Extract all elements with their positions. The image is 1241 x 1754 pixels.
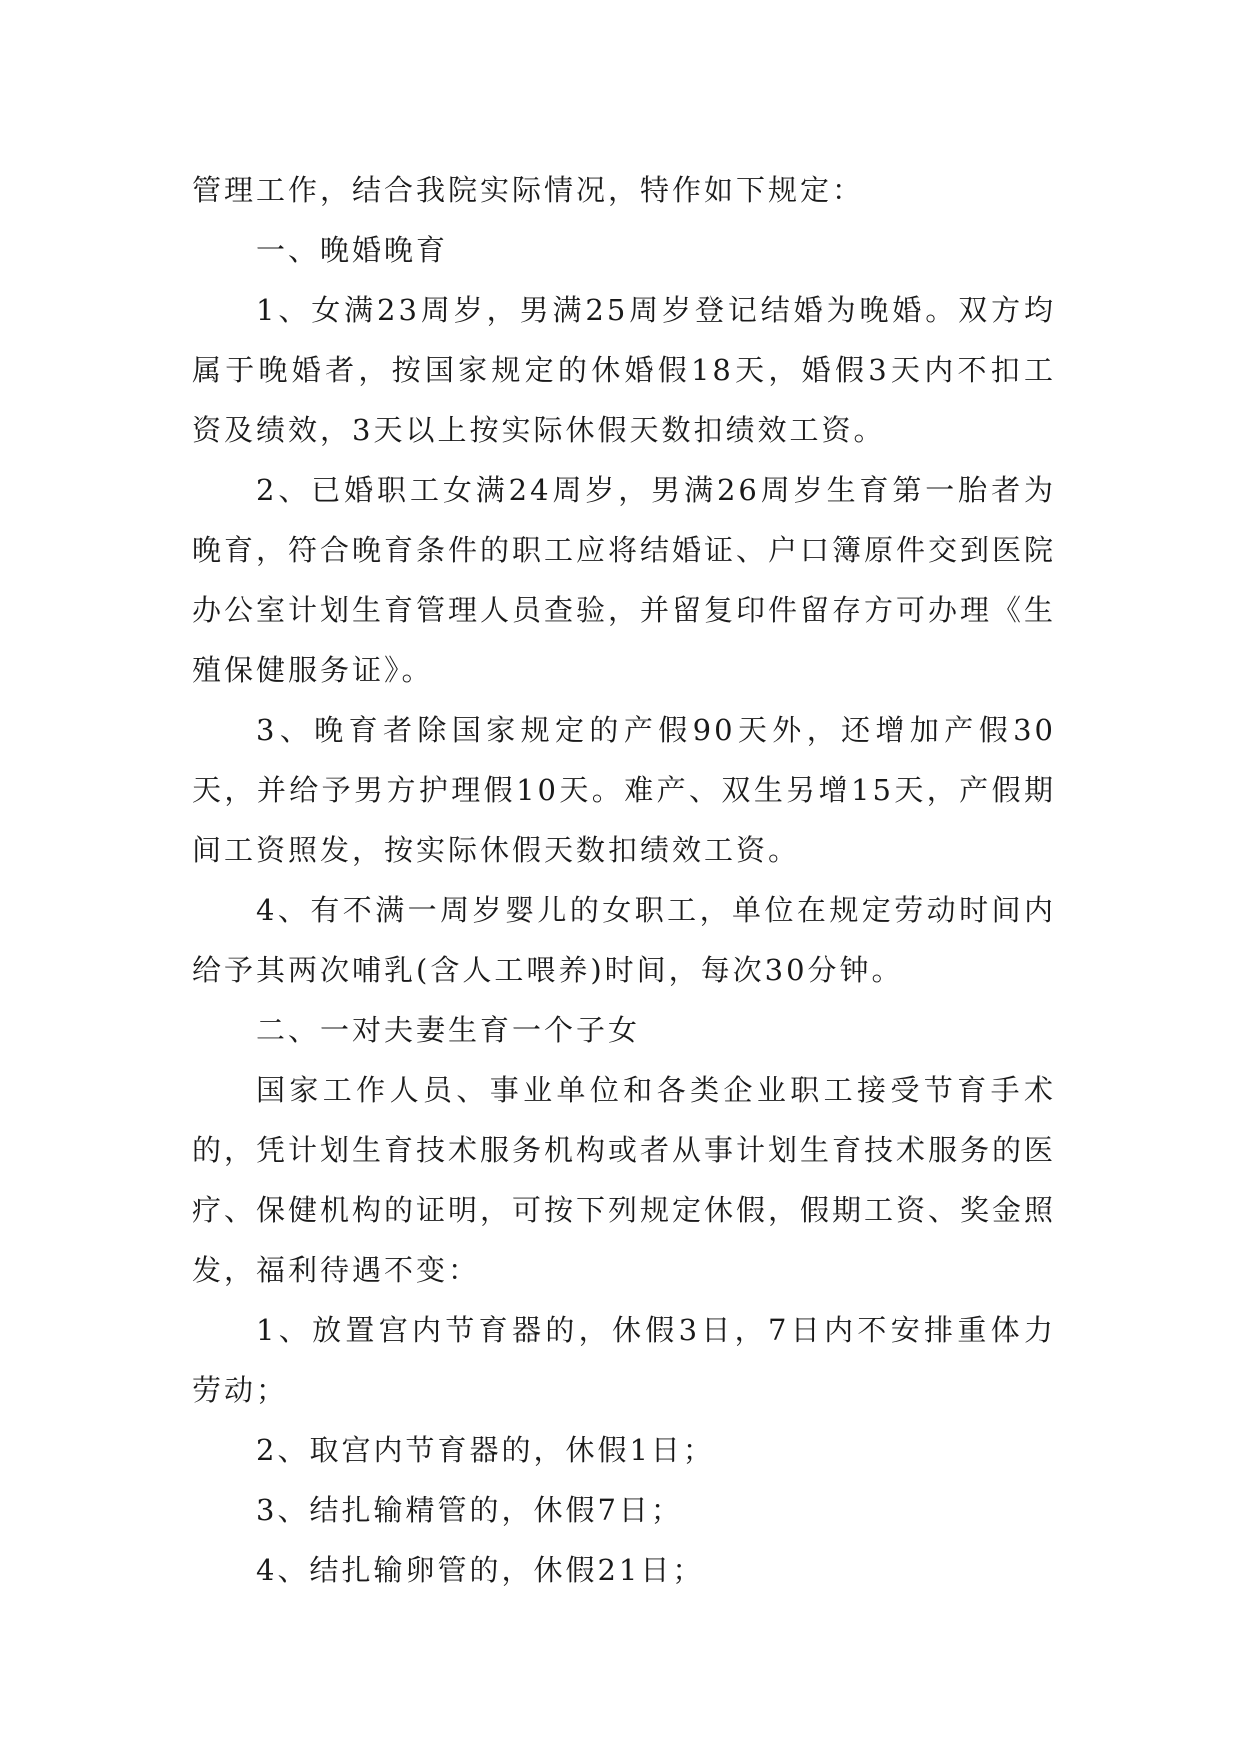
section-heading-late-marriage: 一、晚婚晚育 — [256, 233, 449, 267]
document-body — [192, 160, 1056, 1600]
paragraph-late-marriage-rule: 1、女满23周岁，男满25周岁登记结婚为晚婚。双方均属于晚婚者，按国家规定的休婚假18天，婚假3天内不扣工资及绩效，3天以上按实际休假天数扣绩效工资。 — [192, 293, 1056, 447]
paragraph-sterilization-leave: 国家工作人员、事业单位和各类企业职工接受节育手术的，凭计划生育技术服务机构或者从事计划生育技术服务的医疗、保健机构的证明，可按下列规定休假，假期工资、奖金照发，福利待遇不变： — [192, 1073, 1057, 1287]
list-item-iud-insertion: 1、放置宫内节育器的，休假3日，7日内不安排重体力劳动； — [192, 1313, 1056, 1407]
list-item-vasectomy: 3、结扎输精管的，休假7日； — [256, 1493, 683, 1527]
paragraph-intro: 管理工作，结合我院实际情况，特作如下规定： — [192, 173, 865, 207]
paragraph-nursing-time: 4、有不满一周岁婴儿的女职工，单位在规定劳动时间内给予其两次哺乳(含人工喂养)时间，每次30分钟。 — [192, 893, 1056, 987]
paragraph-maternity-leave: 3、晚育者除国家规定的产假90天外，还增加产假30天，并给予男方护理假10天。难产、双生另增15天，产假期间工资照发，按实际休假天数扣绩效工资。 — [192, 713, 1056, 867]
section-heading-one-child: 二、一对夫妻生育一个子女 — [256, 1013, 641, 1047]
list-item-iud-removal: 2、取宫内节育器的，休假1日； — [256, 1433, 715, 1467]
list-item-tubal-ligation: 4、结扎输卵管的，休假21日； — [256, 1553, 705, 1587]
paragraph-late-childbirth-rule: 2、已婚职工女满24周岁，男满26周岁生育第一胎者为晚育，符合晚育条件的职工应将结婚证、户口簿原件交到医院办公室计划生育管理人员查验，并留复印件留存方可办理《生殖保健服务证》。 — [192, 473, 1057, 687]
